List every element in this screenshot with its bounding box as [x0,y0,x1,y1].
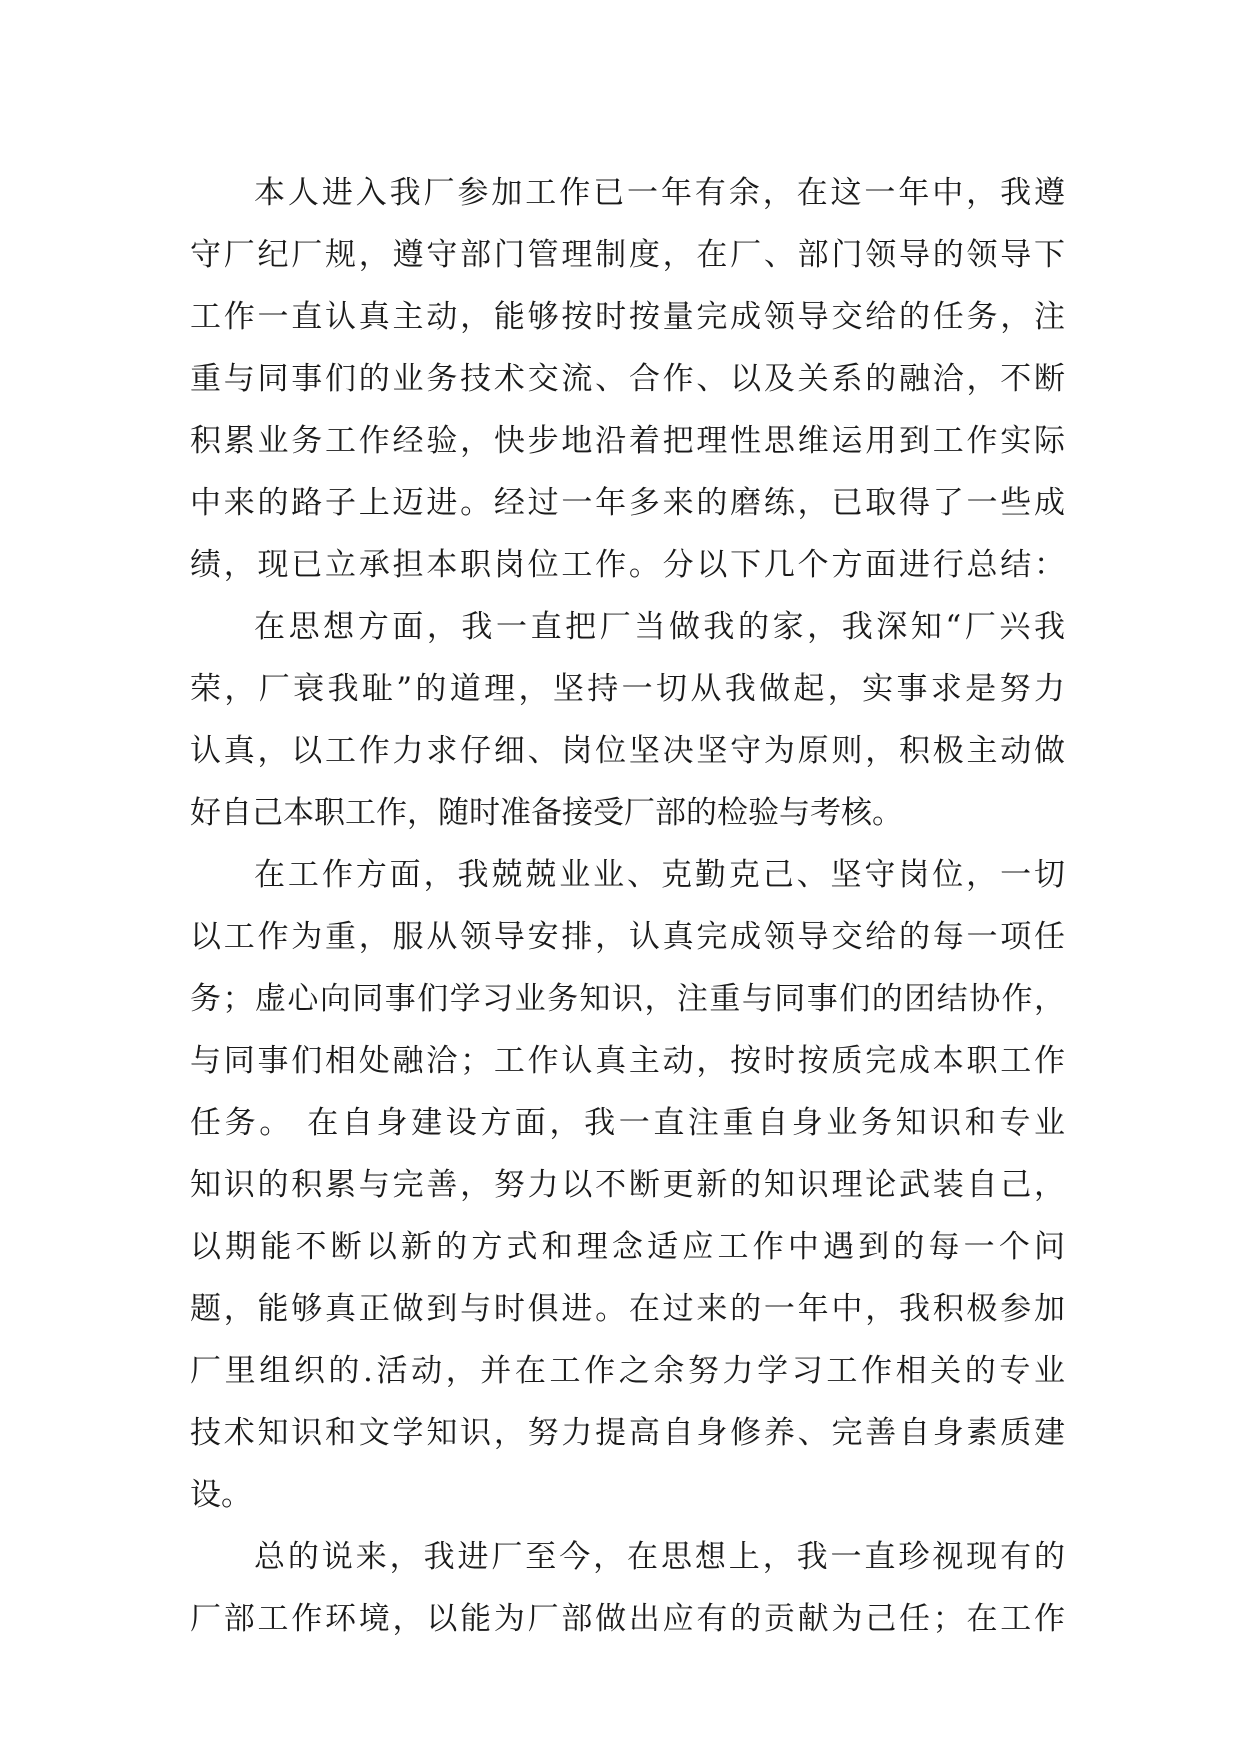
paragraph-1-line-3: 工作一直认真主动，能够按时按量完成领导交给的任务，注 [190,299,1065,335]
paragraph-3-line-2: 以工作为重，服从领导安排，认真完成领导交给的每一项任 [190,919,1065,955]
paragraph-3-line-10: 技术知识和文学知识，努力提高自身修养、完善自身素质建 [190,1415,1065,1451]
paragraph-4-line-2: 厂部工作环境，以能为厂部做出应有的贡献为己任；在工作 [190,1601,1065,1637]
paragraph-1-line-4: 重与同事们的业务技术交流、合作、以及关系的融洽，不断 [190,361,1065,397]
paragraph-3-line-9: 厂里组织的.活动，并在工作之余努力学习工作相关的专业 [190,1353,1065,1389]
paragraph-3-line-5: 任务。 在自身建设方面，我一直注重自身业务知识和专业 [190,1105,1065,1141]
paragraph-1-line-5: 积累业务工作经验，快步地沿着把理性思维运用到工作实际 [190,423,1065,459]
paragraph-1-line-1: 本人进入我厂参加工作已一年有余，在这一年中，我遵 [254,175,1065,211]
document-body [190,162,1065,1650]
paragraph-2-line-4: 好自己本职工作，随时准备接受厂部的检验与考核。 [190,795,903,831]
paragraph-1-line-6: 中来的路子上迈进。经过一年多来的磨练，已取得了一些成 [190,485,1065,521]
paragraph-3-line-6: 知识的积累与完善，努力以不断更新的知识理论武装自己， [190,1167,1065,1203]
paragraph-3-line-1: 在工作方面，我兢兢业业、克勤克己、坚守岗位，一切 [254,857,1065,893]
paragraph-2-line-3: 认真，以工作力求仔细、岗位坚决坚守为原则，积极主动做 [190,733,1065,769]
paragraph-3-line-7: 以期能不断以新的方式和理念适应工作中遇到的每一个问 [190,1229,1065,1265]
paragraph-3-line-8: 题，能够真正做到与时俱进。在过来的一年中，我积极参加 [190,1291,1065,1327]
paragraph-3-line-11: 设。 [190,1477,252,1513]
paragraph-1-line-7: 绩，现已立承担本职岗位工作。分以下几个方面进行总结： [190,547,1065,583]
paragraph-2-line-1: 在思想方面，我一直把厂当做我的家，我深知“厂兴我 [254,609,1065,645]
paragraph-2-line-2: 荣，厂衰我耻”的道理，坚持一切从我做起，实事求是努力 [190,671,1065,707]
paragraph-3-line-4: 与同事们相处融洽；工作认真主动，按时按质完成本职工作 [190,1043,1065,1079]
paragraph-3-line-3: 务；虚心向同事们学习业务知识，注重与同事们的团结协作， [190,981,1065,1017]
paragraph-1-line-2: 守厂纪厂规，遵守部门管理制度，在厂、部门领导的领导下 [190,237,1065,273]
paragraph-4-line-1: 总的说来，我进厂至今，在思想上，我一直珍视现有的 [254,1539,1065,1575]
